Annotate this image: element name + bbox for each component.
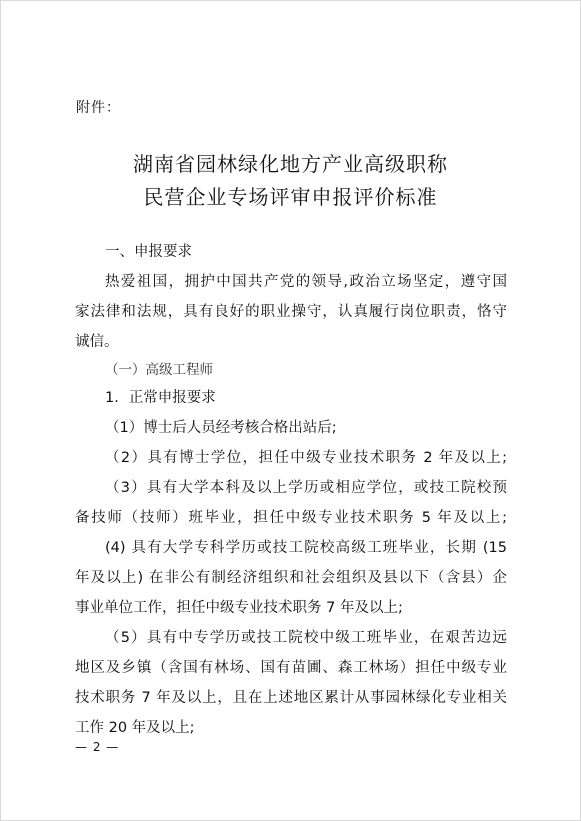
- list-item-continuation: 事业单位工作，担任中级专业技术职务 7 年及以上;: [75, 600, 403, 616]
- list-item: (4) 具有大学专科学历或技工院校高级工班毕业，长期 (15: [105, 540, 507, 556]
- section-heading: 一、申报要求: [105, 244, 192, 260]
- document-title-line-1: 湖南省园林绿化地方产业高级职称: [133, 152, 448, 176]
- list-item-continuation: 技术职务 7 年及以上，且在上述地区累计从事园林绿化专业相关: [75, 690, 507, 706]
- paragraph-line: 热爱祖国，拥护中国共产党的领导,政治立场坚定，遵守国: [105, 274, 507, 290]
- paragraph-line: 家法律和法规，具有良好的职业操守，认真履行岗位职责，恪守: [75, 304, 507, 320]
- subsection-heading: 1．正常申报要求: [105, 390, 216, 406]
- page-number: — 2 —: [75, 740, 120, 754]
- subsection-heading: （一）高级工程师: [105, 362, 213, 378]
- list-item: （3）具有大学本科及以上学历或相应学位，或技工院校预: [105, 480, 507, 496]
- list-item-continuation: 地区及乡镇（含国有林场、国有苗圃、森工林场）担任中级专业: [75, 660, 507, 676]
- list-item: （2）具有博士学位，担任中级专业技术职务 2 年及以上;: [105, 450, 507, 466]
- list-item: （5）具有中专学历或技工院校中级工班毕业，在艰苦边远: [105, 630, 507, 646]
- list-item-continuation: 工作 20 年及以上;: [75, 720, 195, 736]
- list-item-continuation: 年及以上) 在非公有制经济组织和社会组织及县以下（含县）企: [75, 570, 507, 586]
- attachment-label: 附件：: [76, 100, 121, 116]
- list-item-continuation: 备技师（技师）班毕业，担任中级专业技术职务 5 年及以上;: [75, 510, 507, 526]
- paragraph-line: 诚信。: [75, 334, 119, 350]
- document-title-line-2: 民营企业专场评审申报评价标准: [143, 185, 438, 209]
- list-item: （1）博士后人员经考核合格出站后;: [105, 420, 337, 436]
